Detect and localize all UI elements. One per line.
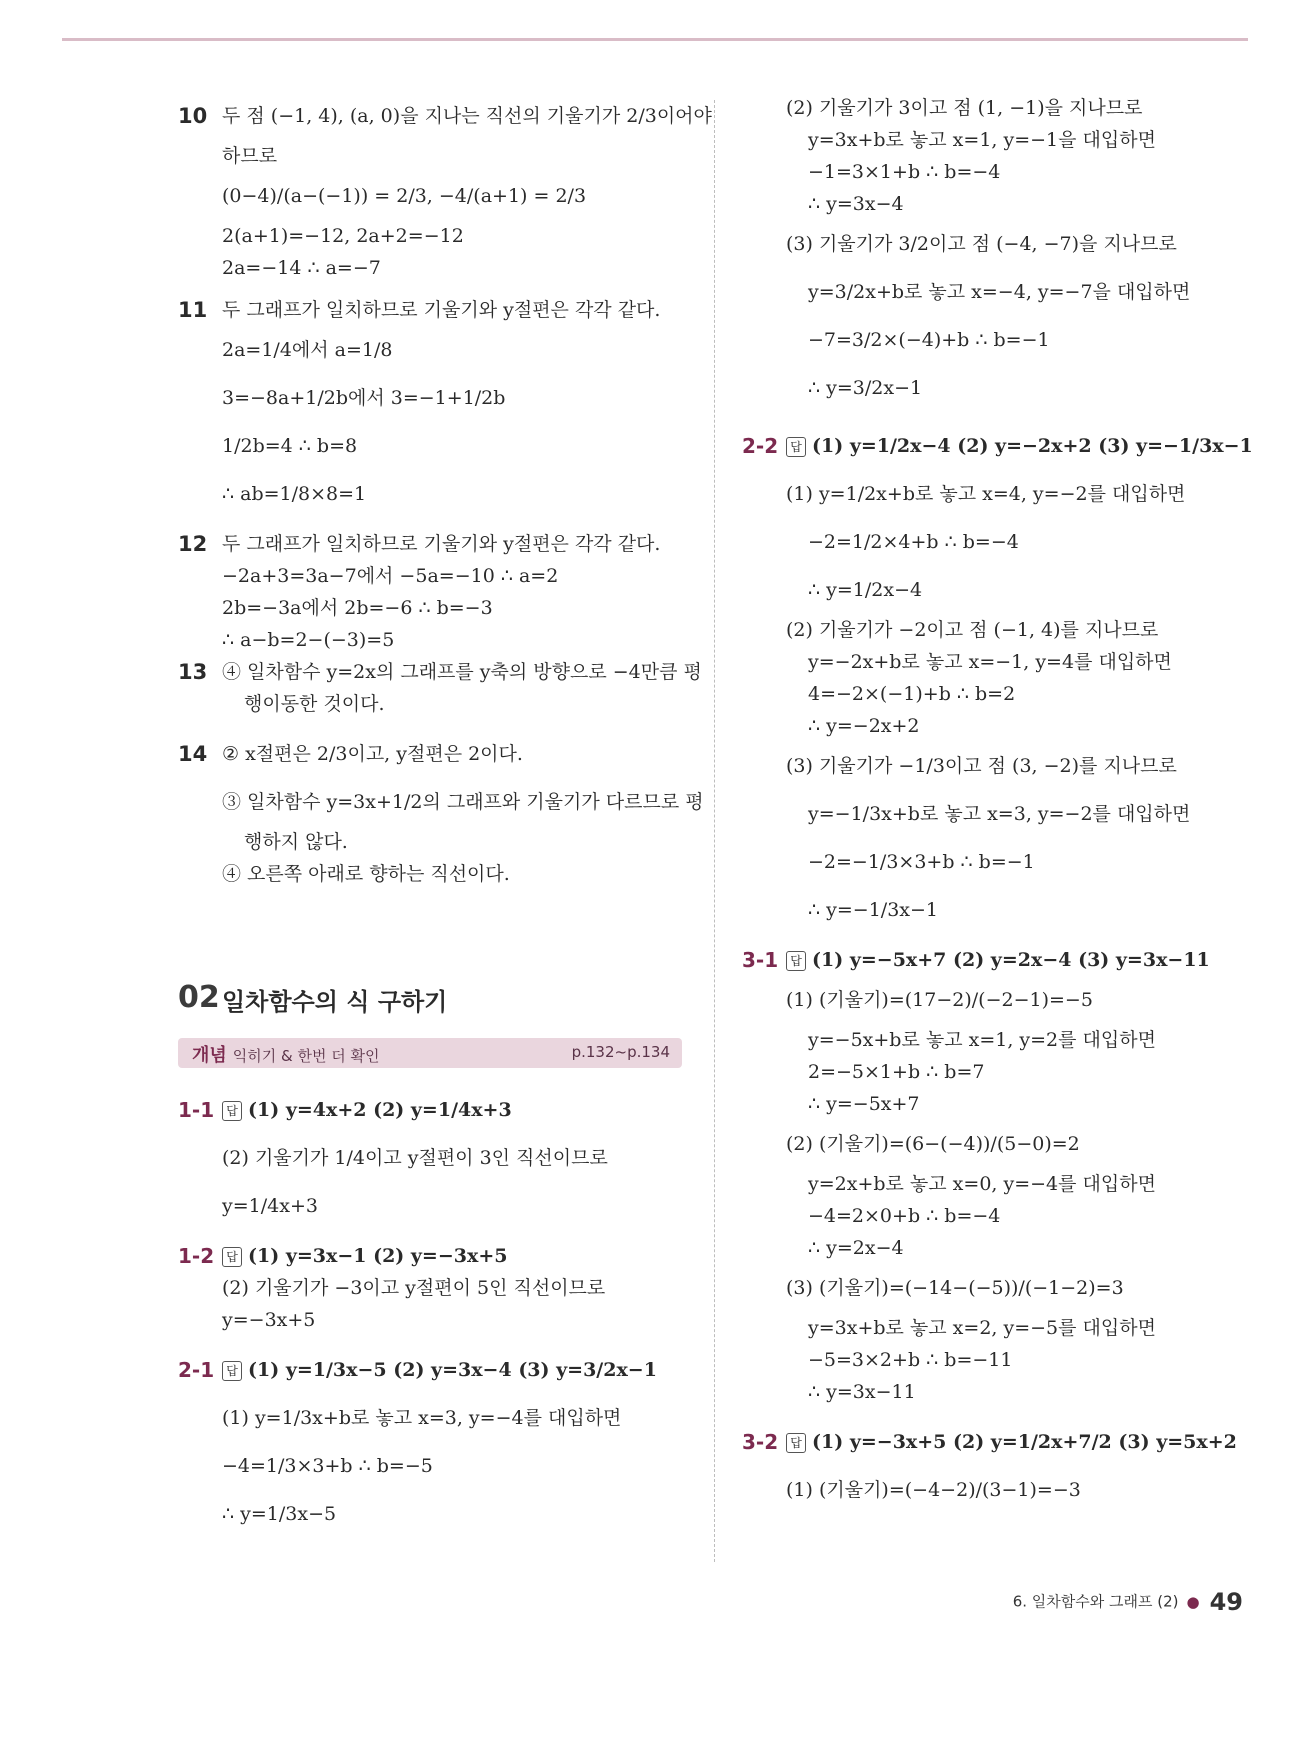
chapter-label: 6. 일차함수와 그래프 (2) — [1012, 1592, 1179, 1611]
answer-3-1-line-7 — [742, 1200, 1222, 1232]
solution-text: (2) 기울기가 3이고 점 (1, −1)을 지나므로 — [786, 97, 1143, 119]
problem-12-line-2 — [178, 560, 688, 592]
solution-text: ③ 일차함수 y=3x+1/2의 그래프와 기울기가 다르므로 평 — [222, 791, 704, 813]
solution-text: ∴ y=1/3x−5 — [222, 1503, 337, 1525]
answer-1-1-line-1 — [178, 1134, 688, 1182]
problem-14-line-1 — [178, 730, 688, 778]
answer-3-1-line-2 — [742, 1024, 1222, 1056]
problem-number: 14 — [178, 742, 208, 766]
answer-2-2-line-9 — [742, 790, 1222, 838]
solution-text: −2a+3=3a−7에서 −5a=−10 ∴ a=2 — [222, 565, 559, 587]
section-title: 일차함수의 식 구하기 — [222, 988, 448, 1016]
solution-text: (1) (기울기)=(17−2)/(−2−1)=−5 — [786, 989, 1093, 1011]
solution-text: y=3x+b로 놓고 x=1, y=−1을 대입하면 — [808, 129, 1156, 151]
answer-3-1-line-9 — [742, 1264, 1222, 1312]
answer-2-2-line-8 — [742, 742, 1222, 790]
answer-line — [786, 1418, 1237, 1466]
solution-text: 두 그래프가 일치하므로 기울기와 y절편은 각각 같다. — [222, 299, 661, 321]
right-top-line-5 — [742, 220, 1222, 268]
answer-2-2-line-11 — [742, 886, 1222, 934]
answer-3-1-line-1 — [742, 976, 1222, 1024]
right-top-line-6 — [742, 268, 1222, 316]
solution-text: 두 그래프가 일치하므로 기울기와 y절편은 각각 같다. — [222, 533, 661, 555]
problem-10-line-3 — [178, 172, 688, 220]
solution-text: 1/2b=4 ∴ b=8 — [222, 435, 358, 457]
answer-text: (1) y=−3x+5 (2) y=1/2x+7/2 (3) y=5x+2 — [812, 1431, 1237, 1453]
answer-3-1-line-10 — [742, 1312, 1222, 1344]
solution-text: −2=1/2×4+b ∴ b=−4 — [808, 531, 1019, 553]
problem-10-line-1 — [178, 92, 712, 140]
solution-text: (3) 기울기가 −1/3이고 점 (3, −2)를 지나므로 — [786, 755, 1177, 777]
solution-text: (1) y=1/3x+b로 놓고 x=3, y=−4를 대입하면 — [222, 1407, 622, 1429]
solution-text: 2=−5×1+b ∴ b=7 — [808, 1061, 985, 1083]
problem-10-line-4 — [178, 220, 688, 252]
answer-text: (1) y=1/2x−4 (2) y=−2x+2 (3) y=−1/3x−1 — [812, 435, 1253, 457]
answer-line — [786, 422, 1253, 470]
right-top-line-2 — [742, 124, 1222, 156]
answer-1-2-line-2 — [178, 1304, 688, 1336]
solution-text: (1) (기울기)=(−4−2)/(3−1)=−3 — [786, 1479, 1081, 1501]
section-header — [178, 980, 688, 1024]
solution-text: y=−5x+b로 놓고 x=1, y=2를 대입하면 — [808, 1029, 1156, 1051]
right-top-line-7 — [742, 316, 1222, 364]
page-number: 49 — [1209, 1588, 1243, 1616]
problem-11-line-4 — [178, 422, 688, 470]
problem-number: 11 — [178, 298, 208, 322]
solution-text: ∴ ab=1/8×8=1 — [222, 483, 367, 505]
right-top-line-3 — [742, 156, 1222, 188]
problem-13-line-2 — [178, 688, 688, 720]
solution-text: (2) 기울기가 −3이고 y절편이 5인 직선이므로 — [222, 1277, 606, 1299]
solution-text: y=−2x+b로 놓고 x=−1, y=4를 대입하면 — [808, 651, 1172, 673]
answer-3-2-line-1 — [742, 1466, 1222, 1514]
problem-11-line-1 — [178, 294, 688, 326]
solution-text: 하므로 — [222, 145, 278, 167]
problem-number: 3-2 — [742, 1430, 779, 1454]
solution-text: ∴ y=1/2x−4 — [808, 579, 923, 601]
answer-text: (1) y=1/3x−5 (2) y=3x−4 (3) y=3/2x−1 — [248, 1359, 657, 1381]
answer-1-2-line-1 — [178, 1272, 688, 1304]
solution-text: 3=−8a+1/2b에서 3=−1+1/2b — [222, 387, 506, 409]
answer-1-1 — [178, 1086, 688, 1134]
solution-text: y=1/4x+3 — [222, 1195, 318, 1217]
left-answers — [178, 1086, 688, 1538]
answer-3-1-line-12 — [742, 1376, 1222, 1408]
solution-text: ∴ y=−2x+2 — [808, 715, 920, 737]
solution-text: (1) y=1/2x+b로 놓고 x=4, y=−2를 대입하면 — [786, 483, 1186, 505]
answer-3-1-line-6 — [742, 1168, 1222, 1200]
answer-mark-icon: 답 — [786, 951, 806, 971]
solution-text: ∴ y=2x−4 — [808, 1237, 904, 1259]
answer-2-1 — [178, 1346, 688, 1394]
solution-text: ④ 일차함수 y=2x의 그래프를 y축의 방향으로 −4만큼 평 — [222, 661, 702, 683]
answer-mark-icon: 답 — [222, 1247, 242, 1267]
solution-text: ② x절편은 2/3이고, y절편은 2이다. — [222, 743, 523, 765]
solution-text: 2a=1/4에서 a=1/8 — [222, 339, 393, 361]
concept-label-main: 개념 — [192, 1045, 227, 1066]
problem-12-line-3 — [178, 592, 688, 624]
answer-line — [222, 1086, 512, 1134]
answer-2-2-line-6 — [742, 678, 1222, 710]
page-footer — [1013, 1588, 1243, 1616]
solution-text: 2a=−14 ∴ a=−7 — [222, 257, 381, 279]
solution-text: ∴ y=3x−4 — [808, 193, 904, 215]
solution-text: y=3/2x+b로 놓고 x=−4, y=−7을 대입하면 — [808, 281, 1191, 303]
solution-text: 행하지 않다. — [244, 831, 348, 853]
answer-3-1-line-5 — [742, 1120, 1222, 1168]
answer-line — [786, 944, 1210, 976]
answer-line — [222, 1346, 657, 1394]
solution-text: −4=2×0+b ∴ b=−4 — [808, 1205, 1001, 1227]
answer-2-2-line-2 — [742, 518, 1222, 566]
answer-3-1-line-11 — [742, 1344, 1222, 1376]
answer-2-2-line-5 — [742, 646, 1222, 678]
problem-11-line-2 — [178, 326, 688, 374]
solution-text: (0−4)/(a−(−1)) = 2/3, −4/(a+1) = 2/3 — [222, 185, 587, 207]
problem-number: 12 — [178, 532, 208, 556]
answer-2-1-line-1 — [178, 1394, 688, 1442]
right-top-line-1 — [742, 92, 1222, 124]
solution-text: −2=−1/3×3+b ∴ b=−1 — [808, 851, 1035, 873]
solution-text: y=−1/3x+b로 놓고 x=3, y=−2를 대입하면 — [808, 803, 1191, 825]
problem-11-line-3 — [178, 374, 688, 422]
answer-text: (1) y=4x+2 (2) y=1/4x+3 — [248, 1099, 512, 1121]
problem-10-line-2 — [178, 140, 688, 172]
solution-text: −1=3×1+b ∴ b=−4 — [808, 161, 1001, 183]
solution-text: 행이동한 것이다. — [244, 693, 385, 715]
solution-text: (3) 기울기가 3/2이고 점 (−4, −7)을 지나므로 — [786, 233, 1177, 255]
problem-number: 13 — [178, 660, 208, 684]
problem-number: 1-1 — [178, 1098, 215, 1122]
problem-number: 2-2 — [742, 434, 779, 458]
problem-14-line-2 — [178, 778, 704, 826]
left-column — [178, 92, 712, 890]
solution-text: (2) 기울기가 −2이고 점 (−1, 4)를 지나므로 — [786, 619, 1159, 641]
column-divider — [714, 100, 715, 1562]
solution-text: (2) (기울기)=(6−(−4))/(5−0)=2 — [786, 1133, 1080, 1155]
solution-text: ∴ y=−5x+7 — [808, 1093, 920, 1115]
answer-text: (1) y=3x−1 (2) y=−3x+5 — [248, 1245, 508, 1267]
problem-number: 1-2 — [178, 1244, 215, 1268]
solution-text: −4=1/3×3+b ∴ b=−5 — [222, 1455, 433, 1477]
answer-3-1-line-3 — [742, 1056, 1222, 1088]
solution-text: y=−3x+5 — [222, 1309, 316, 1331]
problem-number: 3-1 — [742, 948, 779, 972]
right-top-line-4 — [742, 188, 1222, 220]
answer-mark-icon: 답 — [222, 1361, 242, 1381]
answer-2-2-line-3 — [742, 566, 1222, 614]
right-top-line-8 — [742, 364, 1222, 412]
concept-pages: p.132~p.134 — [571, 1043, 670, 1061]
problem-10-line-5 — [178, 252, 688, 284]
problem-12-line-4 — [178, 624, 688, 656]
answer-1-1-line-2 — [178, 1182, 688, 1230]
answer-mark-icon: 답 — [786, 437, 806, 457]
answer-3-1-line-4 — [742, 1088, 1222, 1120]
solution-text: y=3x+b로 놓고 x=2, y=−5를 대입하면 — [808, 1317, 1156, 1339]
answer-2-1-line-2 — [178, 1442, 688, 1490]
concept-label — [192, 1041, 379, 1067]
answer-1-2 — [178, 1240, 688, 1272]
problem-13-line-1 — [178, 656, 702, 688]
answer-2-2-line-7 — [742, 710, 1222, 742]
problem-12-line-1 — [178, 528, 688, 560]
answer-mark-icon: 답 — [222, 1101, 242, 1121]
answer-3-2 — [742, 1418, 1237, 1466]
bullet-icon: ● — [1186, 1592, 1200, 1611]
problem-number: 2-1 — [178, 1358, 215, 1382]
solution-text: ∴ y=3x−11 — [808, 1381, 916, 1403]
answer-2-2-line-4 — [742, 614, 1222, 646]
solution-text: −7=3/2×(−4)+b ∴ b=−1 — [808, 329, 1050, 351]
solution-text: ∴ a−b=2−(−3)=5 — [222, 629, 395, 651]
solution-text: ∴ y=−1/3x−1 — [808, 899, 939, 921]
top-rule — [62, 38, 1248, 41]
answer-2-2-line-10 — [742, 838, 1222, 886]
solution-text: 4=−2×(−1)+b ∴ b=2 — [808, 683, 1016, 705]
answer-text: (1) y=−5x+7 (2) y=2x−4 (3) y=3x−11 — [812, 949, 1210, 971]
solution-text: 2(a+1)=−12, 2a+2=−12 — [222, 225, 464, 247]
answer-3-1-line-8 — [742, 1232, 1222, 1264]
solution-text: ∴ y=3/2x−1 — [808, 377, 923, 399]
problem-number: 10 — [178, 104, 208, 128]
answer-2-2-line-1 — [742, 470, 1222, 518]
answer-2-1-line-3 — [178, 1490, 688, 1538]
solution-text: 2b=−3a에서 2b=−6 ∴ b=−3 — [222, 597, 493, 619]
solution-text: 두 점 (−1, 4), (a, 0)을 지나는 직선의 기울기가 2/3이어야 — [222, 105, 712, 127]
answer-2-2 — [742, 422, 1253, 470]
solution-text: −5=3×2+b ∴ b=−11 — [808, 1349, 1013, 1371]
answer-3-1 — [742, 944, 1222, 976]
section-number: 02 — [178, 980, 220, 1015]
answer-mark-icon: 답 — [786, 1433, 806, 1453]
problem-11-line-5 — [178, 470, 688, 518]
solution-text: ④ 오른쪽 아래로 향하는 직선이다. — [222, 863, 510, 885]
concept-label-sub: 익히기 & 한번 더 확인 — [232, 1047, 380, 1065]
problem-14-line-3 — [178, 826, 688, 858]
answer-line — [222, 1240, 507, 1272]
solution-text: y=2x+b로 놓고 x=0, y=−4를 대입하면 — [808, 1173, 1156, 1195]
solution-text: (2) 기울기가 1/4이고 y절편이 3인 직선이므로 — [222, 1147, 608, 1169]
concept-bar — [178, 1038, 682, 1068]
solution-text: (3) (기울기)=(−14−(−5))/(−1−2)=3 — [786, 1277, 1124, 1299]
right-column — [742, 92, 1253, 1514]
problem-14-line-4 — [178, 858, 688, 890]
